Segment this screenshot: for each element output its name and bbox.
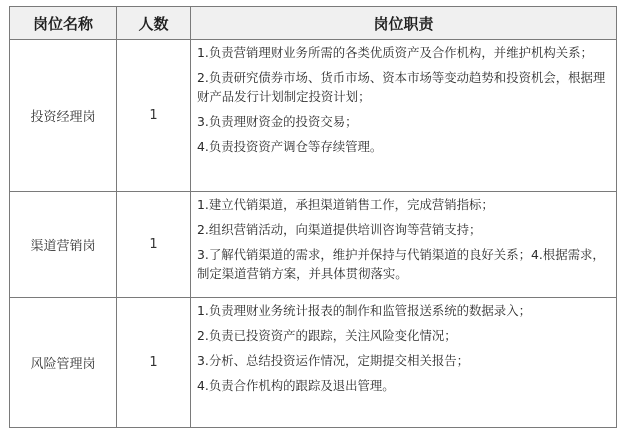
headcount: 1 xyxy=(117,40,191,192)
job-table-container xyxy=(9,6,616,428)
duty-item: 3.分析、总结投资运作情况，定期提交相关报告； xyxy=(197,353,470,368)
duty-item: 3.了解代销渠道的需求，维护并保持与代销渠道的良好关系；4.根据需求，制定渠道营销方案，并具体贯彻落实。 xyxy=(197,247,605,281)
headcount: 1 xyxy=(117,192,191,298)
position-name: 投资经理岗 xyxy=(10,40,117,192)
duty-item: 1.建立代销渠道，承担渠道销售工作，完成营销指标； xyxy=(197,197,494,212)
table-row-channel-marketing xyxy=(10,192,617,298)
duty-item: 1.负责理财业务统计报表的制作和监管报送系统的数据录入； xyxy=(197,303,531,318)
duty-item: 2.组织营销活动，向渠道提供培训咨询等营销支持； xyxy=(197,222,482,237)
duty-item: 4.负责投资资产调仓等存续管理。 xyxy=(197,139,383,154)
duty-item: 2.负责已投资资产的跟踪，关注风险变化情况； xyxy=(197,328,457,343)
duty-item: 2.负责研究债券市场、货币市场、资本市场等变动趋势和投资机会，根据理财产品发行计划制定投资计划； xyxy=(197,70,606,104)
responsibilities-cell xyxy=(191,192,617,298)
header-position-name: 岗位名称 xyxy=(10,7,117,40)
headcount: 1 xyxy=(117,298,191,428)
header-headcount: 人数 xyxy=(117,7,191,40)
job-responsibilities-table xyxy=(9,6,617,428)
duty-item: 3.负责理财资金的投资交易； xyxy=(197,114,358,129)
position-name: 渠道营销岗 xyxy=(10,192,117,298)
table-row-risk-management xyxy=(10,298,617,428)
header-responsibilities: 岗位职责 xyxy=(191,7,617,40)
responsibilities-cell xyxy=(191,40,617,192)
duty-item: 4.负责合作机构的跟踪及退出管理。 xyxy=(197,378,395,393)
table-header-row xyxy=(10,7,617,40)
duty-item: 1.负责营销理财业务所需的各类优质资产及合作机构，并维护机构关系； xyxy=(197,45,593,60)
position-name: 风险管理岗 xyxy=(10,298,117,428)
table-row-investment-manager xyxy=(10,40,617,192)
responsibilities-cell xyxy=(191,298,617,428)
